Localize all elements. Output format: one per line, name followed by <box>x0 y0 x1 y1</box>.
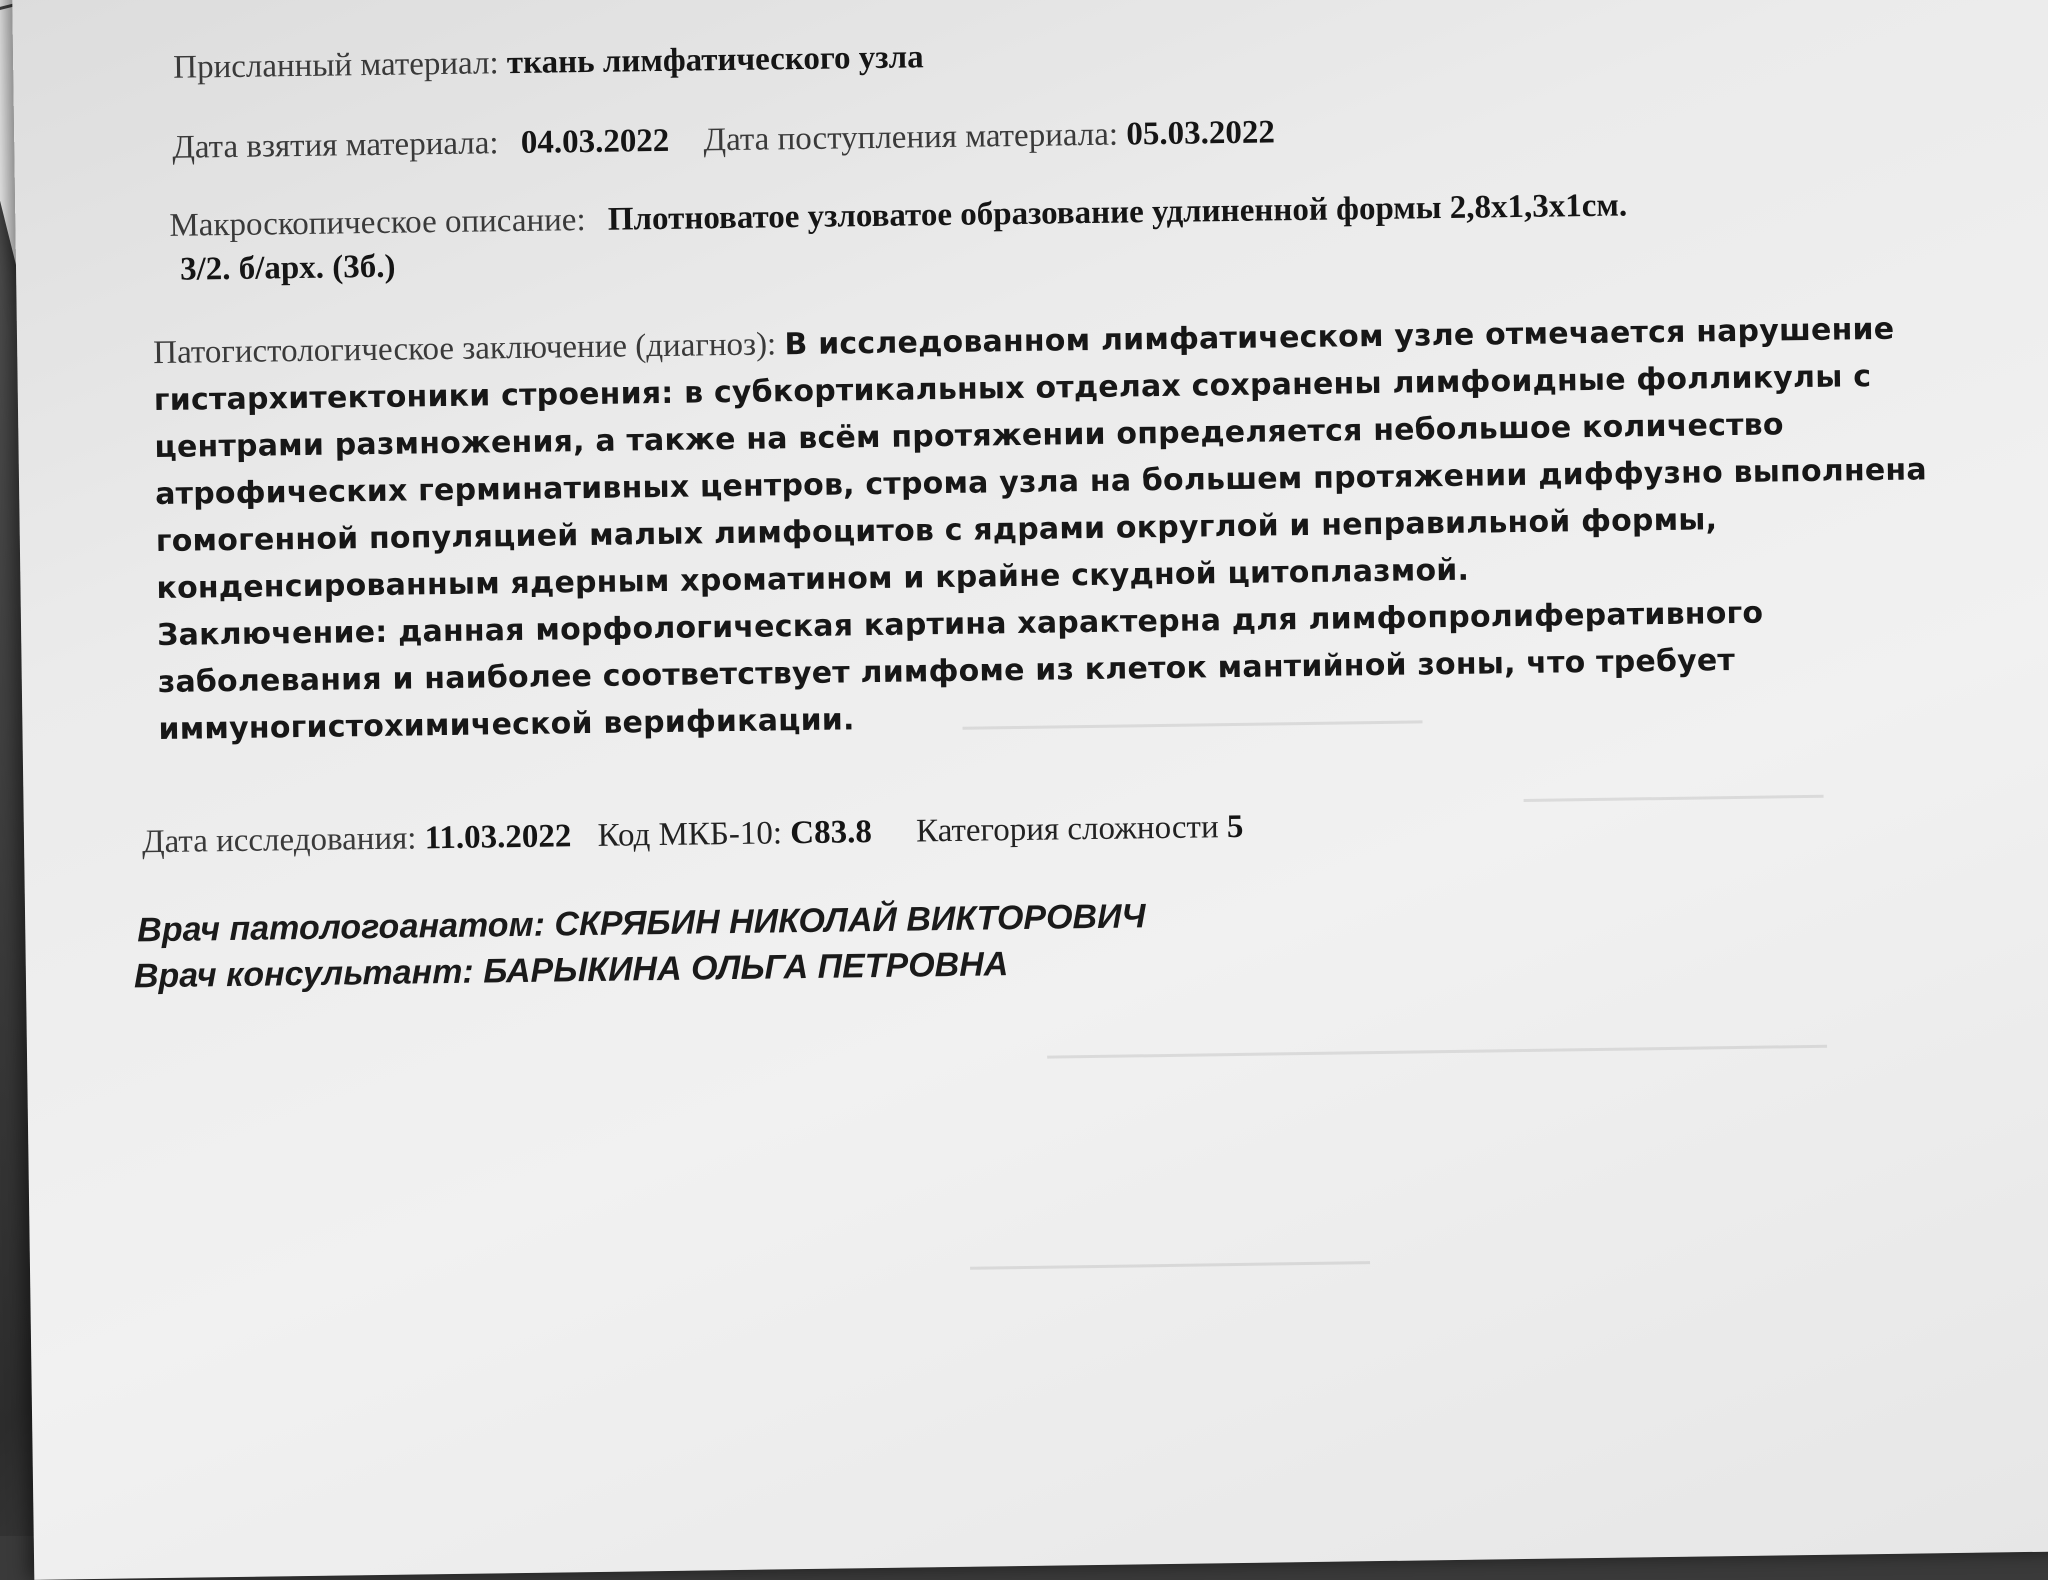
pathologist-signature: Врач патологоанатом: СКРЯБИН НИКОЛАЙ ВИКТОРОВИЧ <box>137 897 1146 950</box>
diagnosis-conclusion: Заключение: данная морфологическая картина характерна для лимфопролиферативного заболевания и наиболее соответствует лимфоме из клеток мантийной зоны, что требует иммуногистохимической верификации. <box>156 595 1764 748</box>
complexity-label: Категория сложности <box>915 809 1219 850</box>
macro-label: Макроскопическое описание: <box>169 202 586 244</box>
diagnosis-block <box>153 305 1959 753</box>
study-date-label: Дата исследования: <box>141 820 417 861</box>
macro-value-line2: 3/2. б/арх. (3б.) <box>179 248 396 288</box>
icd-value: C83.8 <box>790 814 873 852</box>
material-label: Присланный материал: <box>172 45 499 86</box>
date-received-label: Дата поступления материала: <box>703 116 1119 159</box>
date-received-value: 05.03.2022 <box>1126 114 1276 153</box>
material-value: ткань лимфатического узла <box>506 39 924 82</box>
study-row <box>142 805 1244 864</box>
date-taken-label: Дата взятия материала: <box>172 125 499 166</box>
study-date-value: 11.03.2022 <box>424 818 572 857</box>
icd-label: Код МКБ-10: <box>597 815 783 854</box>
macro-row <box>169 183 1627 247</box>
complexity-value: 5 <box>1226 808 1244 846</box>
document-content <box>12 0 2048 1580</box>
dates-row <box>172 110 1275 169</box>
date-taken-value: 04.03.2022 <box>520 122 670 161</box>
macro-value-line1: Плотноватое узловатое образование удлиненной формы 2,8х1,3х1см. <box>607 187 1628 238</box>
consultant-signature: Врач консультант: БАРЫКИНА ОЛЬГА ПЕТРОВНА <box>133 945 1009 996</box>
document-sheet <box>12 0 2048 1580</box>
show-through-mark <box>1524 795 1824 802</box>
diagnosis-text: В исследованном лимфатическом узле отмечается нарушение гистархитектоники строения: в субкортикальных отделах сохранены лимфоидные фолликулы с центрами размножения, а также на всём протяжении определяется небольшое количество атрофических герминативных центров, строма узла на большем протяжении диффузно выполнена гомогенной популяцией малых лимфоцитов с ядрами округлой и неправильной формы, конденсированным ядерным хроматином и крайне скудной цитоплазмой. <box>153 311 1928 607</box>
show-through-mark <box>970 1261 1370 1270</box>
macro-row-2 <box>180 245 396 292</box>
material-row <box>173 35 924 89</box>
diagnosis-label: Патогистологическое заключение (диагноз): <box>152 326 777 372</box>
show-through-mark <box>1047 1045 1827 1059</box>
